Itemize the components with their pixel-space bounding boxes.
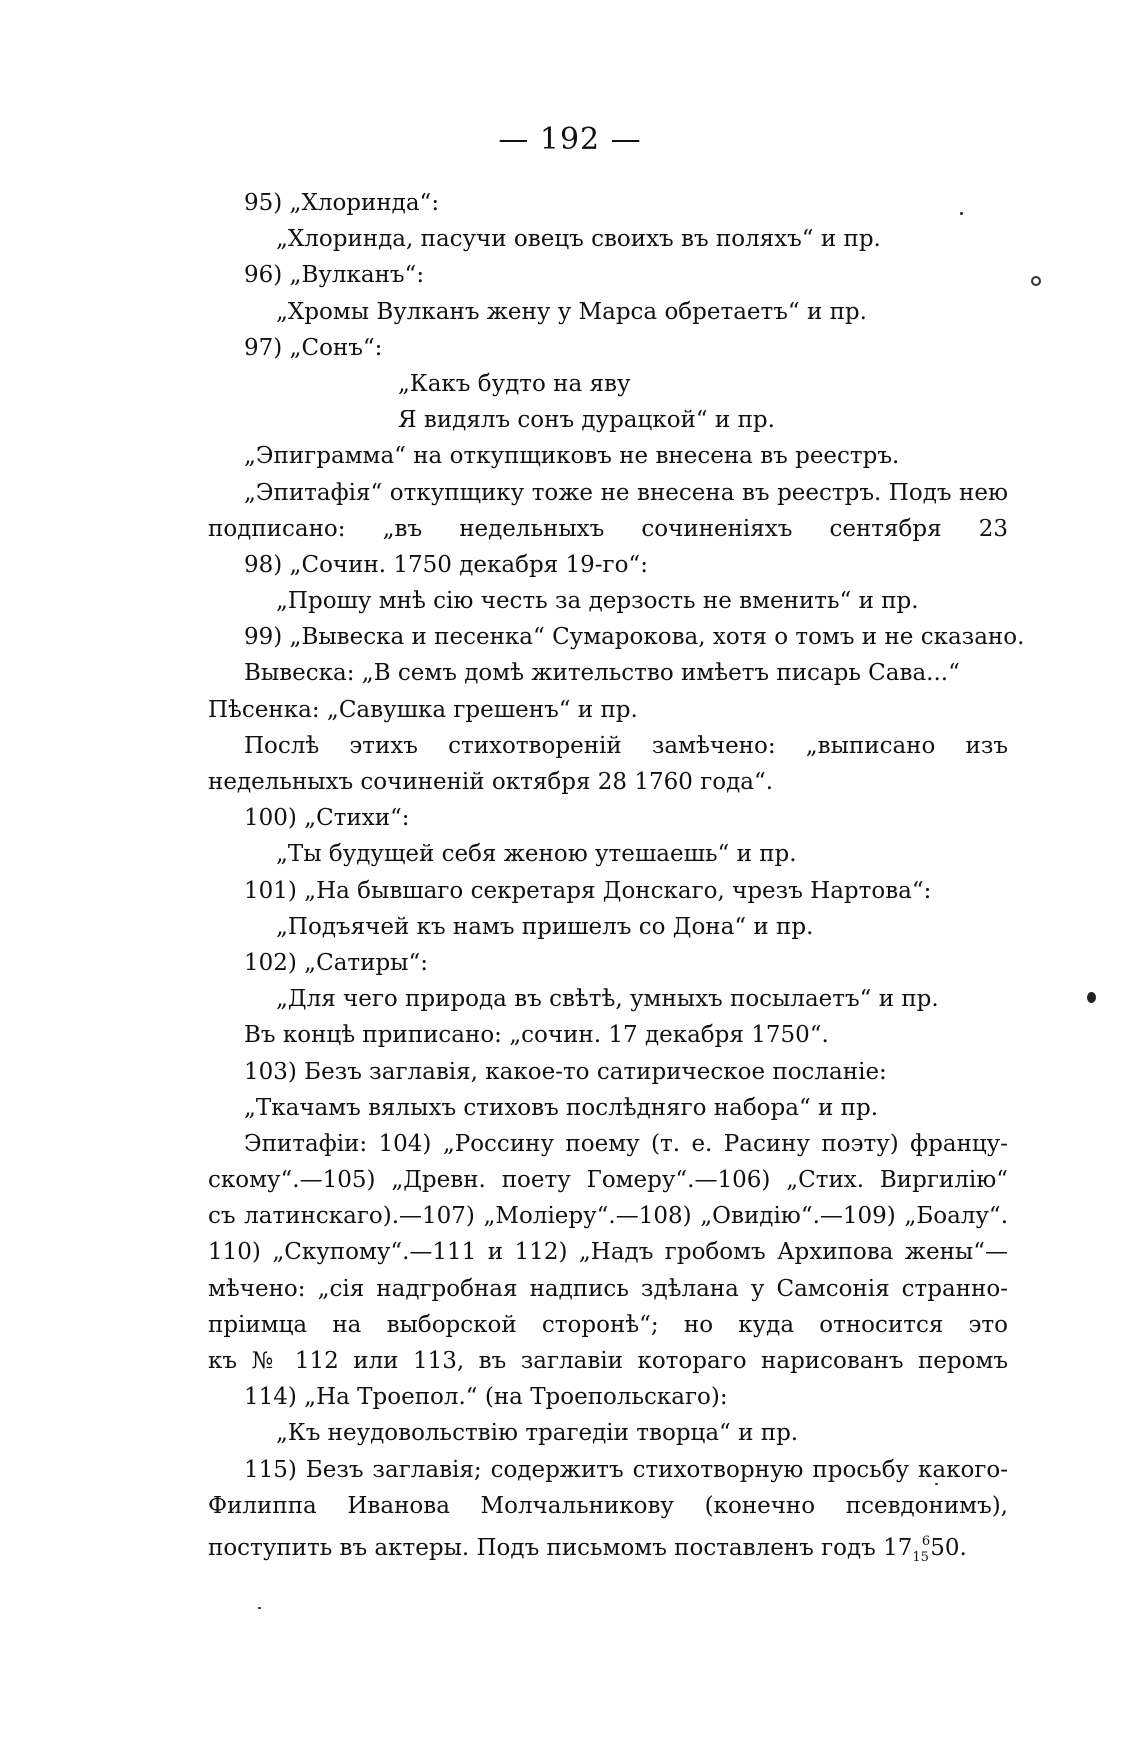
entry-97-verse-2: Я видялъ сонъ дурацкой“ и пр.	[398, 407, 775, 434]
epitaph-note-cont: подписано: „въ недельныхъ сочиненіяхъ сентября 23	[208, 515, 1008, 542]
entry-114-title: 114) „На Троепол.“ (на Троепольскаго):	[244, 1384, 728, 1411]
entry-99-title: 99) „Вывеска и песенка“ Сумарокова, хотя о томъ и не сказано.	[244, 624, 1025, 651]
entry-115-line-2: Филиппа Иванова Молчальникову (конечно псевдонимъ),	[208, 1492, 1008, 1519]
page-number: — 192 —	[498, 122, 642, 157]
entry-103-title: 103) Безъ заглавія, какое-то сатирическое посланіе:	[244, 1058, 887, 1085]
entry-96-title: 96) „Вулканъ“:	[244, 262, 425, 289]
entry-99-song: Пѣсенка: „Савушка грешенъ“ и пр.	[208, 696, 638, 723]
scan-speck	[1087, 992, 1096, 1003]
scan-speck	[258, 1607, 261, 1609]
year-superscript: 6	[921, 1533, 931, 1549]
entry-97-title: 97) „Сонъ“:	[244, 334, 383, 361]
year-subscript: 15	[912, 1549, 929, 1565]
entry-102-title: 102) „Сатиры“:	[244, 949, 428, 976]
entry-102-note: Въ концѣ приписано: „сочин. 17 декабря 1750“.	[244, 1022, 829, 1049]
entry-115-line-3	[208, 1524, 1008, 1565]
entry-101-title: 101) „На бывшаго секретаря Донскаго, чрезъ Нартова“:	[244, 877, 932, 904]
epitaph-note: „Эпитафія“ откупщику тоже не внесена въ реестръ. Подъ нею	[244, 479, 1008, 506]
page-body	[208, 185, 1025, 1565]
entry-99-sign: Вывеска: „В семъ домѣ жительство имѣетъ писарь Сава...“	[244, 660, 960, 687]
entry-100-title: 100) „Стихи“:	[244, 805, 410, 832]
epitaphs-line-4: 110) „Скупому“.—111 и 112) „Надъ гробомъ Архипова жены“—	[208, 1239, 1008, 1266]
entry-115-line-3-text: поступить въ актеры. Подъ письмомъ поставленъ годъ 17	[208, 1534, 913, 1561]
epitaphs-line-7: къ № 112 или 113, въ заглавіи котораго нарисованъ перомъ	[208, 1348, 1008, 1374]
scan-speck	[960, 212, 963, 215]
entry-102-quote: „Для чего природа въ свѣтѣ, умныхъ посылаетъ“ и пр.	[276, 986, 939, 1013]
entry-115-line-1: 115) Безъ заглавія; содержитъ стихотворную просьбу какого-	[244, 1456, 1008, 1483]
entry-101-quote: „Подъячей къ намъ пришелъ со Дона“ и пр.	[276, 913, 814, 940]
entry-114-quote: „Къ неудовольствію трагедіи творца“ и пр.	[276, 1420, 799, 1447]
entry-95-quote: „Хлоринда, пасучи овецъ своихъ въ поляхъ“ и пр.	[276, 226, 881, 253]
entry-103-quote: „Ткачамъ вялыхъ стиховъ послѣдняго набора“ и пр.	[244, 1094, 879, 1121]
entry-95-title: 95) „Хлоринда“:	[244, 190, 440, 216]
epitaphs-line-3: съ латинскаго).—107) „Моліеру“.—108) „Овидію“.—109) „Боалу“.	[208, 1203, 1008, 1230]
year-end: 50.	[930, 1534, 967, 1561]
scan-speck	[935, 1483, 938, 1485]
epitaphs-line-1: Эпитафіи: 104) „Россину поему (т. е. Расину поэту) францу-	[244, 1130, 1008, 1157]
entry-100-quote: „Ты будущей себя женою утешаешь“ и пр.	[276, 841, 797, 868]
entry-97-verse-1: „Какъ будто на яву	[398, 370, 631, 397]
remark-line-2: недельныхъ сочиненій октября 28 1760 года“.	[208, 769, 774, 795]
scan-speck	[1031, 276, 1041, 286]
epitaphs-line-5: мѣчено: „сія надгробная надпись здѣлана у Самсонія странно-	[208, 1275, 1008, 1302]
entry-96-quote: „Хромы Вулканъ жену у Марса обретаетъ“ и пр.	[276, 298, 867, 325]
remark-line-1: Послѣ этихъ стихотвореній замѣчено: „выписано изъ	[244, 732, 1008, 759]
entry-98-title: 98) „Сочин. 1750 декабря 19-го“:	[244, 551, 648, 578]
epigram-note: „Эпиграмма“ на откупщиковъ не внесена въ реестръ.	[244, 443, 900, 470]
entry-98-quote: „Прошу мнѣ сію честь за дерзость не вменить“ и пр.	[276, 588, 919, 615]
epitaphs-line-2: скому“.—105) „Древн. поету Гомеру“.—106) „Стих. Виргилію“	[208, 1167, 1008, 1194]
epitaphs-line-6: пріимца на выборской сторонѣ“; но куда относится это	[208, 1311, 1008, 1338]
